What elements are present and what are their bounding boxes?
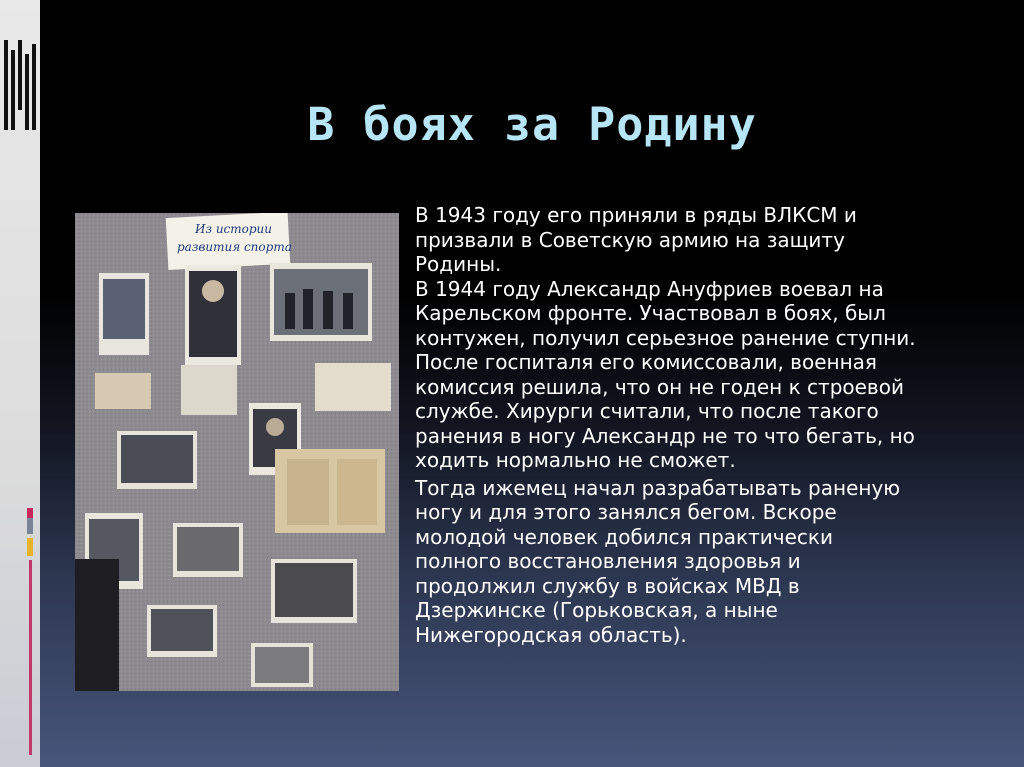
paragraph-line: комиссия решила, что он не годен к строевой bbox=[415, 374, 904, 399]
paragraph-line: призвали в Советскую армию на защиту bbox=[415, 227, 845, 252]
paragraph-1 bbox=[415, 203, 975, 473]
paragraph-line: контужен, получил серьезное ранение ступни. bbox=[415, 325, 916, 350]
left-decorative-strip bbox=[0, 0, 40, 767]
paragraph-line: В 1944 году Александр Ануфриев воевал на bbox=[415, 276, 884, 301]
paragraph-line: Карельском фронте. Участвовал в боях, был bbox=[415, 301, 886, 325]
paragraph-line: ходить нормально не сможет. bbox=[415, 448, 736, 472]
slide-body-text bbox=[415, 203, 975, 647]
paragraph-line: молодой человек добился практически bbox=[415, 524, 833, 549]
paragraph-line: Родины. bbox=[415, 252, 502, 276]
caption-line-1: Из истории bbox=[195, 222, 273, 236]
exhibit-photo-drawing bbox=[75, 213, 399, 691]
paragraph-2 bbox=[415, 476, 975, 648]
accent-gold-block bbox=[27, 538, 33, 556]
vertical-bars-decoration bbox=[4, 40, 36, 130]
caption-line-2: развития спорта bbox=[177, 240, 292, 254]
paragraph-line: Дзержинске (Горьковская, а ныне bbox=[415, 598, 778, 622]
paragraph-line: В 1943 году его приняли в ряды ВЛКСМ и bbox=[415, 203, 857, 227]
paragraph-line: Тогда ижемец начал разрабатывать раненую bbox=[415, 475, 901, 500]
slide-title: В боях за Родину bbox=[307, 98, 757, 152]
paragraph-line: службе. Хирурги считали, что после такого bbox=[415, 399, 879, 423]
paragraph-line: ногу и для этого занялся бегом. Вскоре bbox=[415, 500, 837, 524]
paragraph-line: ранения в ногу Александр не то что бегать, но bbox=[415, 423, 915, 448]
accent-gray-block bbox=[27, 518, 33, 534]
accent-red-block bbox=[27, 508, 33, 518]
paragraph-line: продолжил службу в войсках МВД в bbox=[415, 573, 800, 598]
paragraph-line: Нижегородская область). bbox=[415, 622, 687, 647]
accent-vertical-line bbox=[29, 560, 32, 755]
paragraph-line: полного восстановления здоровья и bbox=[415, 549, 801, 573]
exhibit-photo bbox=[75, 213, 399, 691]
paragraph-line: После госпиталя его комиссовали, военная bbox=[415, 350, 877, 374]
